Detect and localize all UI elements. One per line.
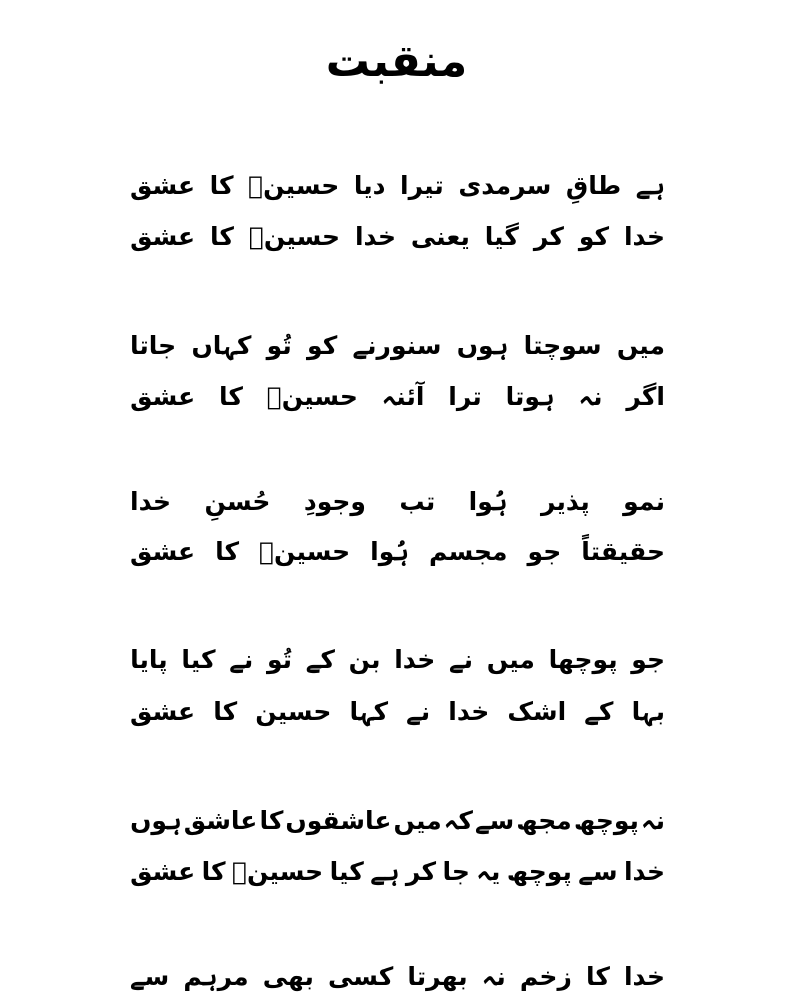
word: نے <box>406 697 431 726</box>
page-title: منقبت <box>325 36 468 87</box>
word: ہُوا <box>468 487 508 516</box>
word: کیا <box>329 857 364 886</box>
word: خدا <box>623 962 665 991</box>
word: سوچتا <box>523 331 602 360</box>
word: تب <box>399 487 436 516</box>
word: گیا <box>484 222 519 251</box>
word: نے <box>448 645 474 674</box>
word: تُو <box>266 331 292 360</box>
word: کر <box>405 857 437 886</box>
word: حسینؑ <box>248 171 340 200</box>
poem-line <box>130 692 665 732</box>
word: ہے <box>370 857 400 886</box>
word: عشق <box>130 857 196 886</box>
word: حسین <box>255 697 332 726</box>
poem-line <box>130 482 665 522</box>
word: کا <box>210 222 234 251</box>
word: عشق <box>130 537 196 566</box>
word: تیرا <box>400 171 444 200</box>
word: کہاں <box>191 331 252 360</box>
word: مجھ <box>516 806 572 835</box>
word: کر <box>533 222 564 251</box>
word: سے <box>130 962 170 991</box>
word: کو <box>578 222 610 251</box>
word: میں <box>486 645 535 674</box>
word: جو <box>527 537 562 566</box>
word: یعنی <box>410 222 470 251</box>
word: اگر <box>626 382 665 411</box>
word: نمو <box>623 487 665 516</box>
word: سے <box>578 857 618 886</box>
word: نہ <box>481 962 506 991</box>
word: کو <box>307 331 338 360</box>
word: پوچھ <box>573 806 639 835</box>
word: ہوں <box>456 331 509 360</box>
word: کے <box>584 697 614 726</box>
word: مجسم <box>429 537 508 566</box>
word: عشق <box>130 171 196 200</box>
word: کہ <box>443 806 473 835</box>
word: بہا <box>631 697 665 726</box>
word: نے <box>229 645 254 674</box>
word: پوچھ <box>506 857 572 886</box>
word: کا <box>585 962 610 991</box>
word: ہوں <box>130 806 182 835</box>
word: خدا <box>623 222 665 251</box>
poem-line <box>130 957 665 997</box>
word: جا <box>442 857 470 886</box>
word: میں <box>393 806 442 835</box>
poem-line <box>130 377 665 417</box>
word: عشق <box>130 222 196 251</box>
word: عشق <box>130 382 196 411</box>
word: پایا <box>130 645 168 674</box>
word: ہوتا <box>505 382 555 411</box>
word: سرمدی <box>458 171 552 200</box>
word: کسی <box>328 962 394 991</box>
word: بھرتا <box>407 962 468 991</box>
word: خدا <box>354 222 396 251</box>
word: کا <box>259 806 284 835</box>
poem-line <box>130 166 665 206</box>
word: عشق <box>130 697 196 726</box>
word: آئنہ <box>381 382 425 411</box>
word: طاقِ <box>565 171 622 200</box>
word: تُو <box>266 645 293 674</box>
word: پوچھا <box>548 645 618 674</box>
word: ہُوا <box>370 537 410 566</box>
word: مرہم <box>183 962 249 991</box>
word: خدا <box>623 857 665 886</box>
word: بھی <box>262 962 314 991</box>
word: کا <box>213 697 238 726</box>
word: میں <box>616 331 665 360</box>
word: ہے <box>635 171 665 200</box>
poem-line <box>130 801 665 841</box>
word: دیا <box>353 171 386 200</box>
word: ترا <box>448 382 482 411</box>
word: وجودِ <box>303 487 366 516</box>
word: کیا <box>181 645 216 674</box>
word: نہ <box>640 806 665 835</box>
word: یہ <box>476 857 501 886</box>
word: عاشقوں <box>285 806 392 835</box>
poem-line <box>130 640 665 680</box>
word: کہا <box>349 697 389 726</box>
word: خدا <box>394 645 436 674</box>
word: بن <box>348 645 381 674</box>
word: کے <box>305 645 335 674</box>
word: حسینؑ <box>266 382 358 411</box>
word: کا <box>209 171 234 200</box>
poem-line <box>130 852 665 892</box>
word: خدا <box>130 487 172 516</box>
poem-line <box>130 326 665 366</box>
word: زخم <box>519 962 572 991</box>
word: حسینؑ <box>232 857 324 886</box>
word: کا <box>201 857 226 886</box>
word: جاتا <box>130 331 177 360</box>
word: اشک <box>507 697 567 726</box>
word: خدا <box>448 697 490 726</box>
word: حسینؑ <box>258 537 351 566</box>
word: کا <box>215 537 240 566</box>
poem-line <box>130 532 665 572</box>
word: حقیقتاً <box>581 537 665 566</box>
word: سنورنے <box>352 331 442 360</box>
word: حُسنِ <box>204 487 271 516</box>
word: کا <box>218 382 243 411</box>
word: حسینؑ <box>248 222 341 251</box>
word: نہ <box>578 382 603 411</box>
word: سے <box>475 806 515 835</box>
poem-line <box>130 217 665 257</box>
word: پذیر <box>540 487 590 516</box>
word: عاشق <box>183 806 258 835</box>
word: جو <box>631 645 665 674</box>
